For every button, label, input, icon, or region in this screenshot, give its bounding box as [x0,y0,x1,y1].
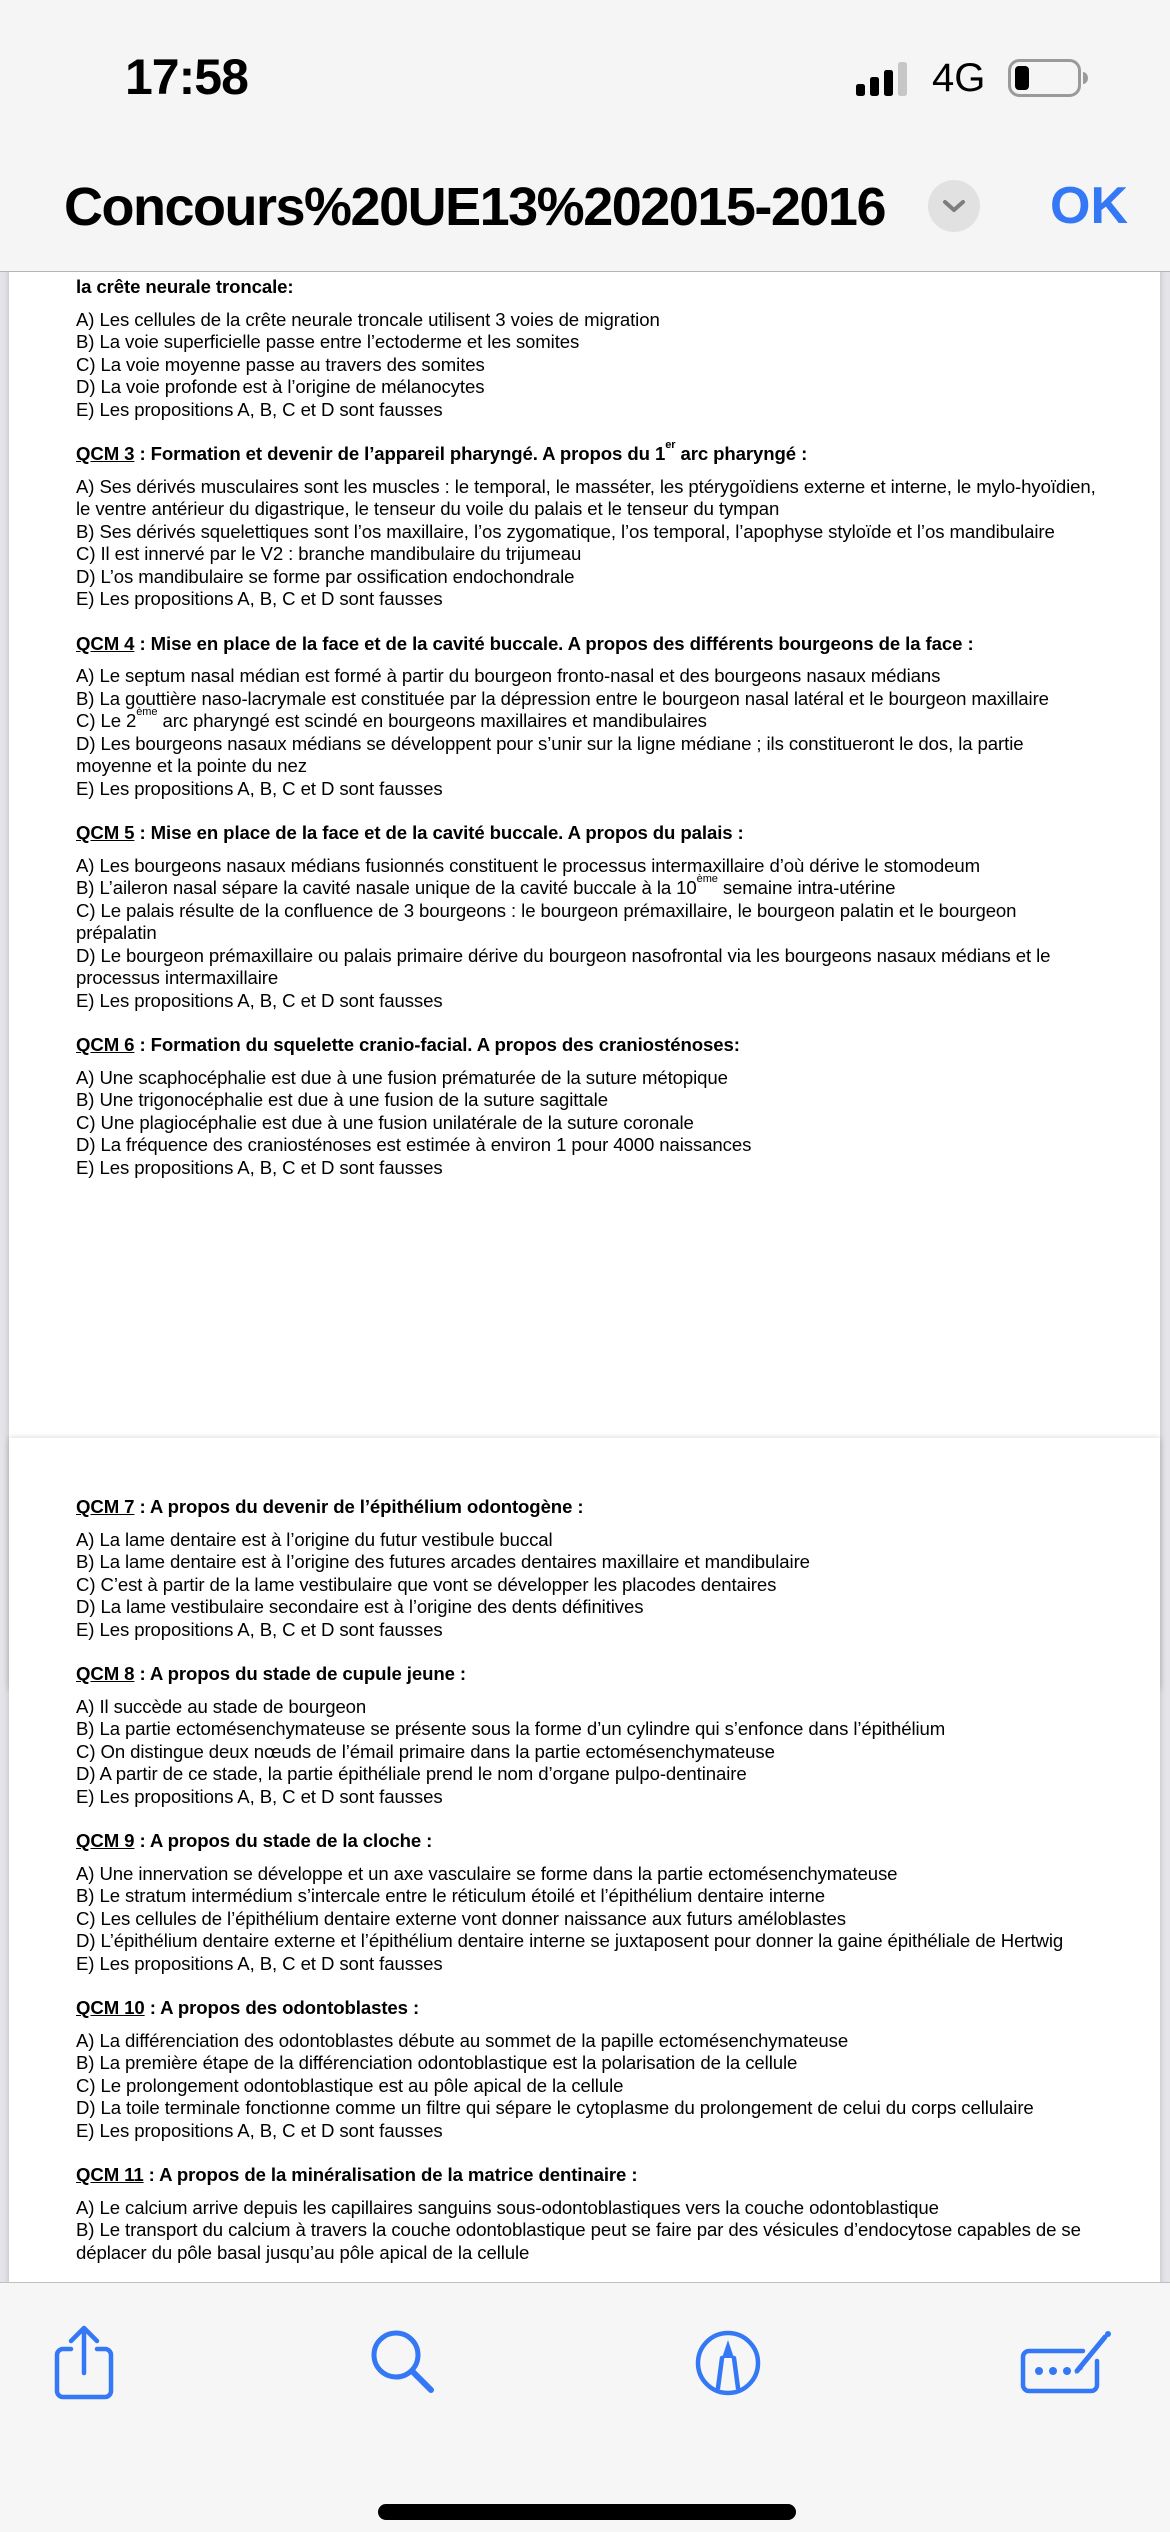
question-block [76,2164,1100,2264]
chevron-down-icon [942,199,966,213]
question-title [76,1034,1100,1057]
question-number: QCM 11 [76,2164,144,2185]
answer-option: B) La gouttière naso-lacrymale est constituée par la dépression entre le bourgeon nasal latéral et le bourgeon maxillaire [76,687,1049,709]
question-title [76,439,1100,466]
question-list [76,1496,1100,2264]
question-title-text: : Mise en place de la face et de la cavité buccale. A propos du palais : [134,822,744,843]
question-number: QCM 10 [76,1997,145,2018]
answer-option: E) Les propositions A, B, C et D sont fausses [76,2119,443,2141]
question-title-text: arc pharyngé : [675,443,808,464]
question-number: QCM 6 [76,1034,135,1055]
page-1-content [76,276,1100,1179]
document-title[interactable]: Concours%20UE13%202015-2016 [64,177,885,237]
answer-option: B) Ses dérivés squelettiques sont l’os maxillaire, l’os zygomatique, l’os temporal, l’apophyse styloïde et l’os mandibulaire [76,520,1055,542]
answer-option: C) Les cellules de l’épithélium dentaire externe vont donner naissance aux futurs améloblastes [76,1907,846,1929]
question-number: QCM 8 [76,1663,135,1684]
option-text: arc pharyngé est scindé en bourgeons maxillaires et mandibulaires [157,710,707,731]
answer-option: D) La toile terminale fonctionne comme un filtre qui sépare le cytoplasme du prolongement de celui du corps cellulaire [76,2097,1034,2118]
question-block [76,1663,1100,1808]
answer-option: D) La fréquence des craniosténoses est estimée à environ 1 pour 4000 naissances [76,1134,752,1155]
answer-option: E) Les propositions A, B, C et D sont fausses [76,1785,443,1807]
question-title [76,1663,1100,1686]
home-indicator[interactable] [378,2504,796,2520]
document-nav-bar [0,150,1170,272]
superscript: ème [696,873,718,885]
answer-option [76,873,1100,900]
option-text: semaine intra-utérine [717,877,896,898]
question-number: QCM 9 [76,1830,135,1851]
answer-option: A) Le calcium arrive depuis les capillaires sanguins sous-odontoblastiques vers la couche odontoblastique [76,2196,939,2218]
question-title-text: : A propos du stade de cupule jeune : [134,1663,466,1684]
answer-option: B) Le transport du calcium à travers la couche odontoblastique peut se faire par des vésicules d’endocytose capables de se déplacer du pôle basal jusqu’au pôle apical de la cellule [76,2219,1081,2263]
network-type: 4G [932,56,986,100]
bottom-toolbar [0,2282,1170,2532]
option-text: B) L’aileron nasal sépare la cavité nasale unique de la cavité buccale à la 10 [76,877,697,898]
question-title [76,633,1100,656]
answer-option: D) Le bourgeon prémaxillaire ou palais primaire dérive du bourgeon nasofrontal via les bourgeons nasaux médians et le processus intermaxillaire [76,944,1051,988]
signature-button[interactable] [1010,2323,1120,2403]
answer-option: D) La lame vestibulaire secondaire est à l’origine des dents définitives [76,1596,644,1617]
markup-button[interactable] [688,2323,768,2403]
question-block [76,1830,1100,1975]
question-title-text: : A propos des odontoblastes : [144,1997,420,2018]
page-2-content [76,1474,1100,2264]
answer-option: D) L’épithélium dentaire externe et l’épithélium dentaire interne se juxtaposent pour donner la gaine épithéliale de Hertwig [76,1930,1064,1951]
answer-option: B) La première étape de la différenciation odontoblastique est la polarisation de la cellule [76,2052,798,2073]
search-button[interactable] [364,2323,444,2403]
answer-option: E) Les propositions A, B, C et D sont fausses [76,989,443,1011]
question-block [76,1997,1100,2142]
question-block [76,1496,1100,1641]
answer-option: A) La lame dentaire est à l’origine du futur vestibule buccal [76,1528,553,1550]
answer-option: B) La voie superficielle passe entre l’ectoderme et les somites [76,331,580,352]
cellular-signal-icon [856,62,910,96]
question-block [76,822,1100,1012]
question-title-text: : A propos de la minéralisation de la matrice dentinaire : [143,2164,638,2185]
question-title [76,822,1100,845]
question-title [76,2164,1100,2187]
answer-option: A) Une scaphocéphalie est due à une fusion prématurée de la suture métopique [76,1066,728,1088]
pdf-page-2 [9,1438,1160,2282]
answer-option: B) Une trigonocéphalie est due à une fusion de la suture sagittale [76,1089,608,1110]
superscript: ème [136,706,158,718]
answer-option: C) Le prolongement odontoblastique est au pôle apical de la cellule [76,2074,624,2096]
question-title-text: : A propos du stade de la cloche : [134,1830,433,1851]
continued-question-title: la crête neurale troncale: [76,276,294,297]
option-text: C) Le 2 [76,710,137,731]
share-icon [53,2325,115,2401]
status-bar [0,0,1170,150]
answer-option: A) La différenciation des odontoblastes débute au sommet de la papille ectomésenchymateuse [76,2029,849,2051]
markup-pen-icon [693,2328,763,2398]
question-number: QCM 5 [76,822,135,843]
answer-option: E) Les propositions A, B, C et D sont fausses [76,1952,443,1974]
answer-option: C) C’est à partir de la lame vestibulaire que vont se développer les placodes dentaires [76,1573,777,1595]
answer-option: A) Il succède au stade de bourgeon [76,1695,367,1717]
answer-option: E) Les propositions A, B, C et D sont fausses [76,398,443,420]
question-title-text: : Mise en place de la face et de la cavité buccale. A propos des différents bourgeons de la face : [134,632,974,654]
answer-option: C) Une plagiocéphalie est due à une fusion unilatérale de la suture coronale [76,1111,694,1133]
superscript: er [665,439,676,451]
question-block [76,1034,1100,1179]
question-number: QCM 4 [76,632,135,654]
answer-option: A) Ses dérivés musculaires sont les muscles : le temporal, le masséter, les ptérygoïdiens externe et interne, le mylo-hyoïdien, le ventre antérieur du digastrique, le tenseur du voile du palais et le tenseur du tympan [76,475,1096,519]
signature-icon [1017,2331,1113,2395]
done-button[interactable]: OK [1050,177,1128,235]
answer-option: A) Les bourgeons nasaux médians fusionnés constituent le processus intermaxillaire d’où dérive le stomodeum [76,854,980,876]
answer-option: B) La lame dentaire est à l’origine des futures arcades dentaires maxillaire et mandibulaire [76,1551,810,1572]
answer-option: D) Les bourgeons nasaux médians se développent pour s’unir sur la ligne médiane ; ils constitueront le dos, la partie moyenne et la pointe du nez [76,732,1024,776]
answer-option: C) Il est innervé par le V2 : branche mandibulaire du trijumeau [76,543,582,564]
status-time: 17:58 [125,49,248,105]
answer-option: D) A partir de ce stade, la partie épithéliale prend le nom d’organe pulpo-dentinaire [76,1763,747,1784]
share-button[interactable] [44,2323,124,2403]
continued-options [76,309,1100,422]
answer-option: C) On distingue deux nœuds de l’émail primaire dans la partie ectomésenchymateuse [76,1740,775,1762]
question-list [76,439,1100,1179]
answer-option: E) Les propositions A, B, C et D sont fausses [76,1156,443,1178]
question-title [76,1830,1100,1853]
answer-option: E) Les propositions A, B, C et D sont fausses [76,777,443,799]
question-title-text: : Formation du squelette cranio-facial. A propos des craniosténoses: [134,1034,740,1055]
question-number: QCM 7 [76,1496,135,1517]
answer-option: D) La voie profonde est à l’origine de mélanocytes [76,376,485,397]
question-title [76,1496,1100,1519]
answer-option: C) La voie moyenne passe au travers des somites [76,353,485,375]
answer-option: A) Le septum nasal médian est formé à partir du bourgeon fronto-nasal et des bourgeons nasaux médians [76,665,941,686]
answer-option [76,706,1100,733]
answer-option: D) L’os mandibulaire se forme par ossification endochondrale [76,565,575,587]
battery-icon [1008,59,1088,97]
title-menu-button[interactable] [928,180,980,232]
answer-option: E) Les propositions A, B, C et D sont fausses [76,1618,443,1640]
question-block [76,633,1100,801]
answer-option: C) Le palais résulte de la confluence de 3 bourgeons : le bourgeon prémaxillaire, le bourgeon palatin et le bourgeon prépalatin [76,899,1017,943]
answer-option: A) Les cellules de la crête neurale troncale utilisent 3 voies de migration [76,308,660,330]
answer-option: B) La partie ectomésenchymateuse se présente sous la forme d’un cylindre qui s’enfonce dans l’épithélium [76,1718,946,1739]
question-title-text: : Formation et devenir de l’appareil pharyngé. A propos du 1 [134,443,666,464]
search-icon [369,2328,439,2398]
question-block [76,439,1100,611]
question-number: QCM 3 [76,443,135,464]
answer-option: A) Une innervation se développe et un axe vasculaire se forme dans la partie ectomésenchymateuse [76,1862,898,1884]
question-title [76,1997,1100,2020]
document-viewer[interactable] [0,272,1170,2282]
answer-option: B) Le stratum intermédium s’intercale entre le réticulum étoilé et l’épithélium dentaire interne [76,1885,825,1906]
question-title-text: : A propos du devenir de l’épithélium odontogène : [134,1496,584,1517]
answer-option: E) Les propositions A, B, C et D sont fausses [76,588,443,609]
